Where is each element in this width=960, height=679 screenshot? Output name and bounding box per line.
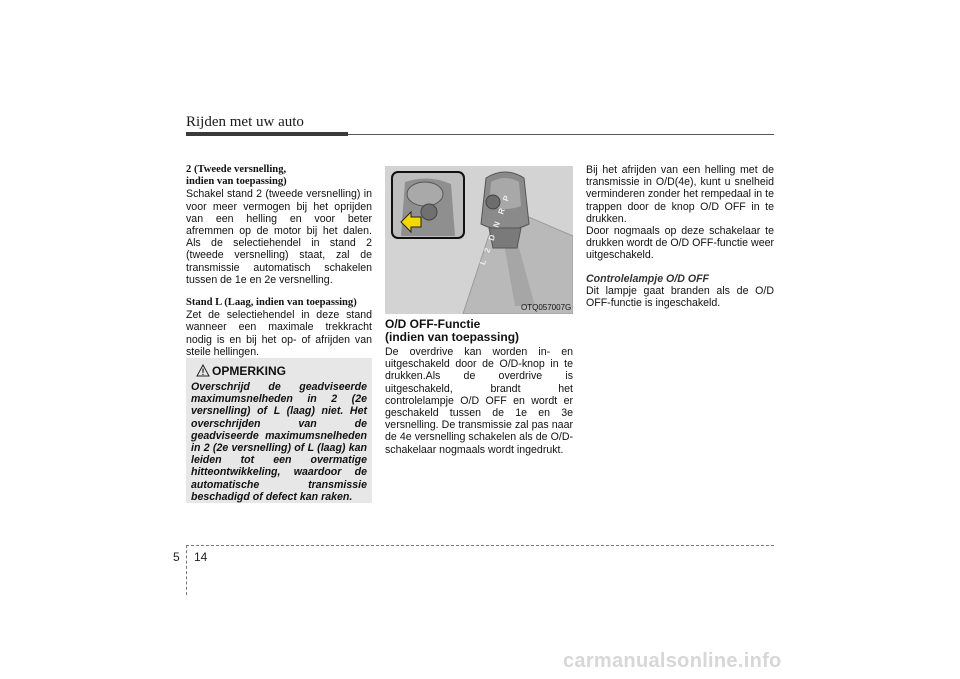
- footer-divider: [186, 545, 187, 595]
- gear2-text: Schakel stand 2 (tweede versnelling) in voor meer vermogen bij het oprijden van een helling en voor beter afremmen op de motor bij het dalen. Als de selectiehendel in stand 2 (tweede versnelling) staat, zal de transmissie automatisch schakelen tussen de 1e en 2e versnelling.: [186, 188, 372, 286]
- running-header: Rijden met uw auto: [186, 114, 304, 130]
- chapter-number: 5: [173, 550, 180, 564]
- indicator-heading: Controlelampje O/D OFF: [586, 272, 710, 285]
- gate-label: 2: [482, 243, 494, 254]
- notice-title: OPMERKING: [212, 364, 287, 378]
- middle-column: [385, 318, 573, 456]
- right-column: [586, 164, 774, 309]
- downhill-text: Bij het afrijden van een helling met de transmissie in O/D(4e), kunt u snelheid verminderen zonder het rempedaal in te trappen door de knop O/D OFF in te drukken.: [586, 164, 774, 225]
- press-again-text: Door nogmaals op deze schakelaar te drukken wordt de O/D OFF-functie weer uitgeschakeld.: [586, 225, 774, 262]
- gear2-heading-line1: 2 (Tweede versnelling,: [186, 164, 287, 175]
- gate-label: D: [486, 230, 499, 242]
- od-off-heading-line1: O/D OFF-Functie: [385, 317, 481, 331]
- figure-caption: OTQ057007G: [521, 303, 572, 312]
- gate-label: L: [478, 255, 490, 267]
- gearL-text: Zet de selectiehendel in deze stand wanneer een maximale trekkracht nodig is en bij het op- of afrijden van steile hellingen.: [186, 309, 372, 358]
- gate-label: R: [496, 204, 508, 216]
- header-rule: [348, 134, 774, 135]
- footer-rule: [186, 545, 774, 546]
- gate-label: P: [501, 191, 513, 203]
- gate-label: N: [491, 217, 504, 229]
- od-off-text: De overdrive kan worden in- en uitgeschakeld door de O/D-knop in te drukken.Als de overdrive is uitgeschakeld, brandt het controlelampje O/D OFF en wordt er geschakeld tussen de 1e en 3e versnelling. De transmissie zal pas naar de 4e versnelling schakelen als de O/D-schakelaar nogmaals wordt ingedrukt.: [385, 346, 573, 456]
- shift-lever-illustration: [385, 166, 573, 314]
- indicator-text: Dit lampje gaat branden als de O/D OFF-functie is ingeschakeld.: [586, 284, 774, 310]
- warning-triangle-icon: [196, 364, 210, 380]
- header-accent-bar: [186, 132, 348, 136]
- notice-text: Overschrijd de geadviseerde maximumsnelheden in 2 (2e versnelling) of L (laag) niet. Het overschrijden van de geadviseerde maximumsnelheden in 2 (2e versnelling) of L (laag) kan leiden tot een overmatige hitteontwikkeling, waardoor de automatische transmissie beschadigd of defect kan raken.: [191, 381, 367, 503]
- watermark: carmanualsonline.info: [563, 650, 782, 672]
- gearL-heading: Stand L (Laag, indien van toepassing): [186, 297, 357, 309]
- left-column: [186, 164, 372, 358]
- od-off-heading-line2: (indien van toepassing): [385, 330, 520, 344]
- page-number: 14: [194, 550, 208, 564]
- od-off-heading: [385, 318, 573, 344]
- gear2-heading-line2: indien van toepassing): [186, 176, 287, 188]
